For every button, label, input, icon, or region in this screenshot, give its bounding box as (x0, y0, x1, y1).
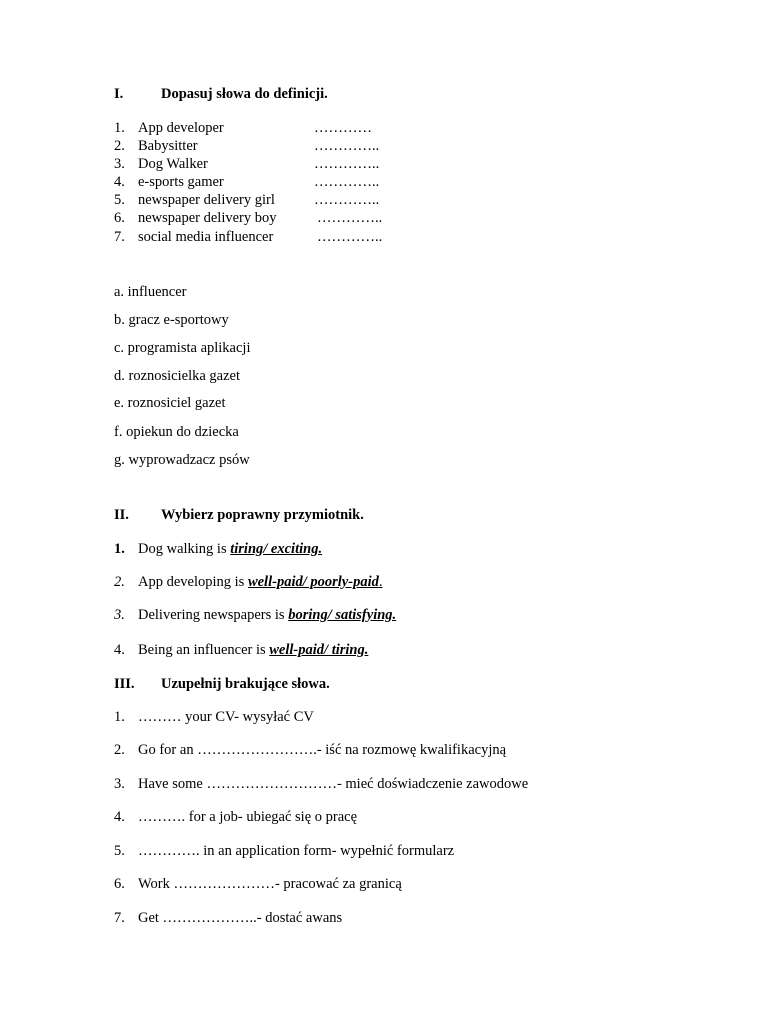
item-text: social media influencer (138, 229, 274, 245)
item-number: 2. (114, 138, 125, 154)
item-text: newspaper delivery girl (138, 192, 275, 208)
option-item: a. influencer (114, 284, 187, 300)
item-number: 6. (114, 876, 125, 892)
item-text: ……… your CV- wysyłać CV (138, 709, 314, 725)
section-2-item (114, 541, 322, 558)
section-2-number: II. (114, 507, 129, 523)
item-text: Being an influencer is (138, 642, 270, 658)
item-text: ………. for a job- ubiegać się o pracę (138, 809, 358, 825)
item-number: 1. (114, 120, 125, 136)
option-item: e. roznosiciel gazet (114, 395, 226, 411)
answer-blank: ………….. (314, 156, 380, 172)
section-3-heading (114, 676, 330, 693)
section-1-number: I. (114, 86, 124, 102)
item-number: 4. (114, 809, 125, 825)
section-1-heading (114, 86, 328, 103)
item-text: …………. in an application form- wypełnić formularz (138, 843, 455, 859)
option-item: d. roznosicielka gazet (114, 368, 241, 384)
section-1-item (114, 210, 383, 227)
item-text: Have some ………………………- mieć doświadczenie zawodowe (138, 776, 529, 792)
answer-blank: ………… (314, 120, 372, 136)
item-text: Dog Walker (138, 156, 208, 172)
item-number: 5. (114, 192, 125, 208)
section-3-title: Uzupełnij brakujące słowa. (161, 676, 330, 692)
item-number: 1. (114, 541, 125, 557)
section-1-title: Dopasuj słowa do definicji. (161, 86, 328, 102)
item-number: 4. (114, 174, 125, 190)
section-1-item (114, 192, 380, 209)
item-text: Dog walking is (138, 541, 231, 557)
item-text: App developer (138, 120, 224, 136)
option-item: f. opiekun do dziecka (114, 424, 239, 440)
item-text: newspaper delivery boy (138, 210, 277, 226)
section-3-item (114, 742, 506, 759)
answer-blank: ………….. (314, 192, 380, 208)
section-1-item (114, 138, 380, 155)
item-text: Delivering newspapers is (138, 607, 289, 623)
item-number: 2. (114, 574, 125, 590)
answer-choices: tiring/ exciting. (230, 541, 323, 557)
answer-blank: ………….. (314, 138, 380, 154)
item-text: e-sports gamer (138, 174, 224, 190)
section-2-title: Wybierz poprawny przymiotnik. (161, 507, 364, 523)
section-1-item (114, 229, 383, 246)
answer-blank: ………….. (317, 229, 383, 245)
section-3-item (114, 776, 528, 793)
answer-blank: ………….. (314, 174, 380, 190)
item-text: Go for an …………………….- iść na rozmowę kwalifikacyjną (138, 742, 507, 758)
item-text: Get ………………..- dostać awans (138, 910, 343, 926)
item-number: 3. (114, 776, 125, 792)
item-text: Babysitter (138, 138, 198, 154)
item-number: 4. (114, 642, 125, 658)
item-number: 7. (114, 229, 125, 245)
item-text: App developing is (138, 574, 248, 590)
item-number: 3. (114, 156, 125, 172)
item-number: 7. (114, 910, 125, 926)
item-number: 1. (114, 709, 125, 725)
answer-blank: ………….. (317, 210, 383, 226)
answer-period: . (378, 574, 383, 590)
section-2-item (114, 574, 382, 591)
section-3-item (114, 910, 342, 927)
option-item: b. gracz e-sportowy (114, 312, 229, 328)
answer-choices: well-paid/ poorly-paid (247, 574, 379, 590)
answer-choices: boring/ satisfying. (288, 607, 397, 623)
section-3-item (114, 876, 402, 893)
section-3-item (114, 709, 314, 726)
answer-choices: well-paid/ tiring. (269, 642, 369, 658)
section-1-item (114, 174, 380, 191)
section-3-number: III. (114, 676, 135, 692)
item-number: 6. (114, 210, 125, 226)
section-1-item (114, 156, 380, 173)
section-1-item (114, 120, 372, 137)
option-item: g. wyprowadzacz psów (114, 452, 250, 468)
section-3-item (114, 843, 454, 860)
item-number: 2. (114, 742, 125, 758)
section-2-heading (114, 507, 364, 524)
item-text: Work …………………- pracować za granicą (138, 876, 402, 892)
option-item: c. programista aplikacji (114, 340, 251, 356)
section-2-item (114, 607, 396, 624)
section-3-item (114, 809, 357, 826)
item-number: 3. (114, 607, 125, 623)
section-2-item (114, 642, 368, 659)
item-number: 5. (114, 843, 125, 859)
